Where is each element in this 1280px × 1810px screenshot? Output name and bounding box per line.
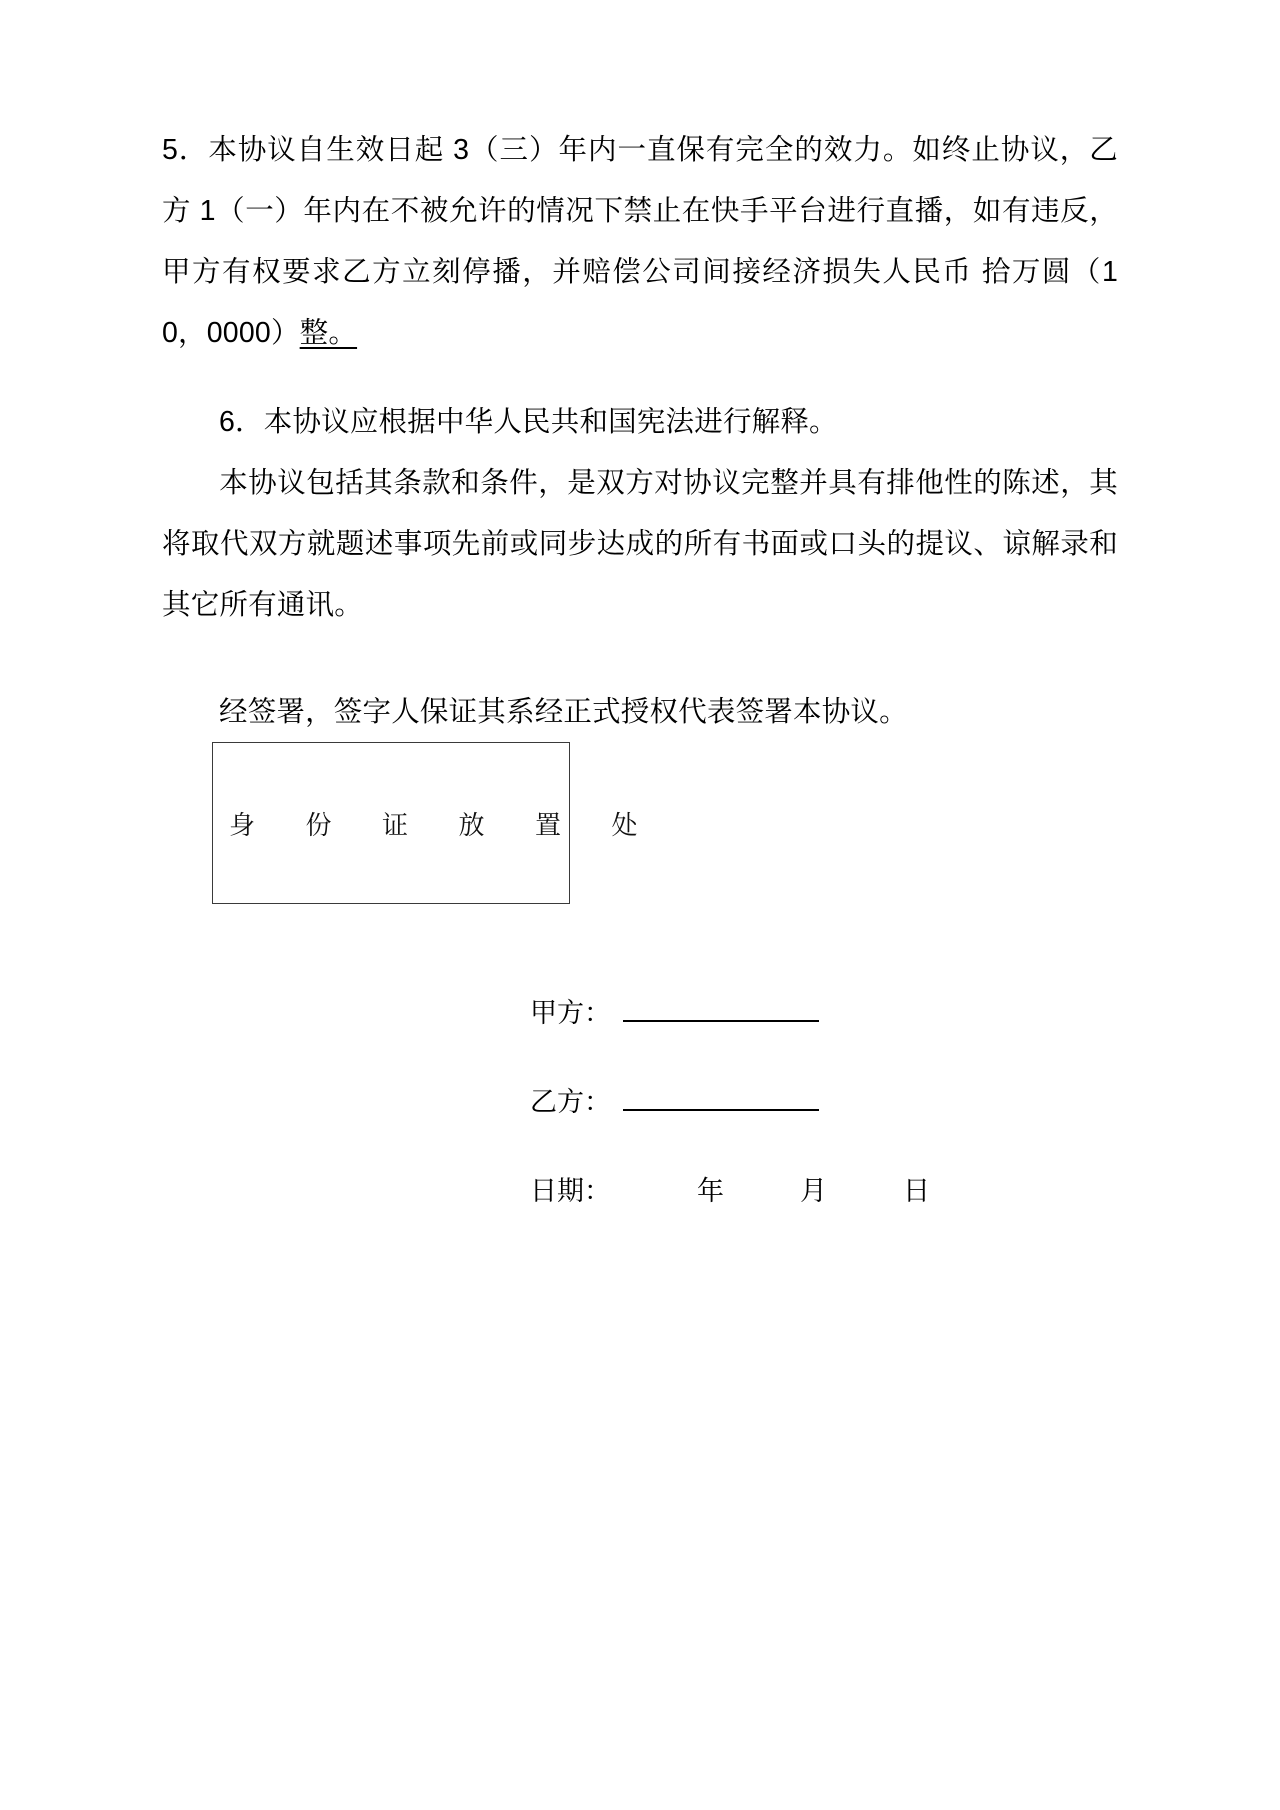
party-b-signature-row bbox=[530, 1089, 1130, 1116]
date-row bbox=[530, 1178, 1130, 1205]
date-day-unit: 日 bbox=[903, 1176, 930, 1206]
entire-agreement-paragraph bbox=[162, 453, 1118, 636]
id-card-placement-label: 身 份 证 放 置 处 bbox=[229, 810, 660, 840]
date-month-unit: 月 bbox=[800, 1176, 827, 1206]
party-a-signature-line[interactable] bbox=[623, 1020, 819, 1022]
id-card-placement-area bbox=[212, 742, 660, 904]
date-label: 日期： bbox=[530, 1176, 611, 1206]
entire-agreement-line-1: 本协议包括其条款和条件，是双方对协议完整并具有排他性的陈述，其将取 bbox=[162, 467, 1118, 560]
spacer-before-execution bbox=[162, 636, 1118, 682]
clause-5-paragraph bbox=[162, 120, 1118, 364]
execution-line-1: 经签署，签字人保证其系经正式授权代表签署本协议。 bbox=[219, 696, 908, 728]
id-card-placement-box[interactable] bbox=[212, 742, 660, 904]
date-year-unit: 年 bbox=[697, 1176, 724, 1206]
clause-5-line-2: 方 1（一）年内在不被允许的情况下禁止在快手平台进行直播，如有违反，甲方 bbox=[162, 195, 1118, 288]
entire-agreement-line-3: 通讯。 bbox=[276, 589, 363, 621]
document-body bbox=[162, 120, 1118, 743]
signature-block bbox=[530, 1000, 1130, 1205]
entire-agreement-line-2: 代双方就题述事项先前或同步达成的所有书面或口头的提议、谅解录和其它所有 bbox=[162, 528, 1119, 621]
clause-5-line-4-underlined: 整。 bbox=[299, 317, 358, 349]
party-b-signature-line[interactable] bbox=[623, 1109, 819, 1111]
clause-6-paragraph bbox=[162, 392, 1118, 453]
clause-6-line-1: 6．本协议应根据中华人民共和国宪法进行解释。 bbox=[219, 406, 838, 438]
execution-paragraph bbox=[162, 682, 1118, 743]
party-b-label: 乙方： bbox=[530, 1087, 611, 1117]
party-a-signature-row bbox=[530, 1000, 1130, 1027]
clause-5-line-3: 有权要求乙方立刻停播，并赔偿公司间接经济损失人民币 拾万圆（10，0000） bbox=[162, 256, 1118, 349]
clause-5-line-1: 5．本协议自生效日起 3（三）年内一直保有完全的效力。如终止协议，乙 bbox=[162, 134, 1118, 166]
spacer-after-clause-5 bbox=[162, 364, 1118, 392]
party-a-label: 甲方： bbox=[530, 998, 611, 1028]
